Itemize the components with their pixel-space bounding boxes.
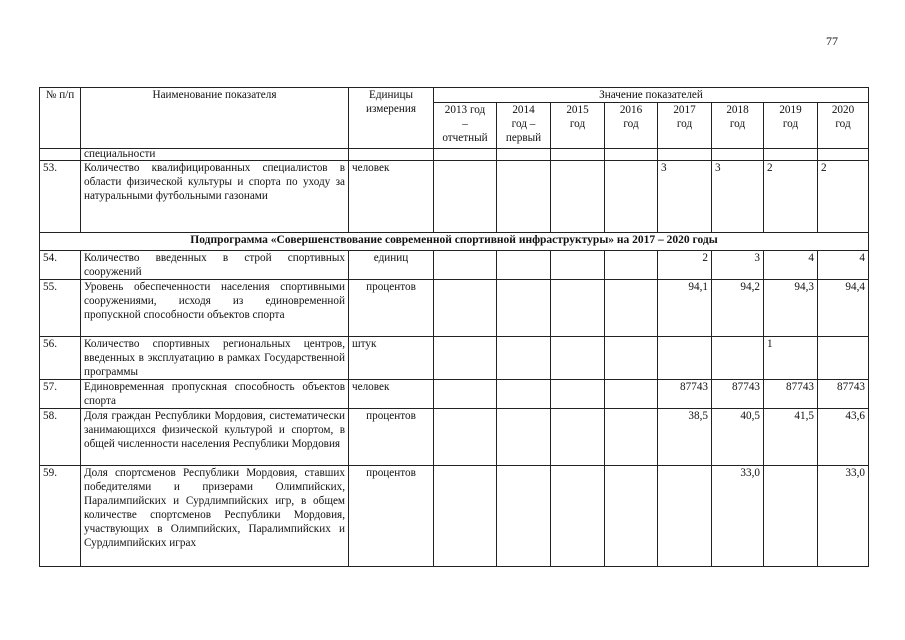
value-cell — [497, 409, 551, 466]
value-cell: 2 — [764, 161, 818, 233]
value-cell — [551, 380, 605, 409]
indicator-name: Единовременная пропускная способность объектов спорта — [81, 380, 349, 409]
value-cell — [605, 280, 658, 337]
row-number: 54. — [40, 251, 81, 280]
value-cell — [551, 280, 605, 337]
value-cell — [434, 280, 497, 337]
indicator-name: Доля граждан Республики Мордовия, систематически занимающихся физической культурой и спортом, в общей численности населения Республики Мордовия — [81, 409, 349, 466]
unit-of-measure: единиц — [349, 251, 434, 280]
value-cell — [712, 337, 764, 380]
table-row — [40, 251, 869, 280]
value-cell — [605, 337, 658, 380]
header-year-line1: 2016 — [619, 104, 643, 116]
header-year-2 — [551, 103, 605, 149]
continuation-row — [40, 149, 869, 161]
value-cell: 2 — [818, 161, 869, 233]
table-row — [40, 466, 869, 567]
header-year-line2: год — [782, 118, 799, 130]
header-year-0 — [434, 103, 497, 149]
value-cell: 87743 — [658, 380, 712, 409]
value-cell: 41,5 — [764, 409, 818, 466]
value-cell — [818, 337, 869, 380]
unit-of-measure: человек — [349, 161, 434, 233]
header-units: Единицы измерения — [349, 88, 434, 149]
row-number: 59. — [40, 466, 81, 567]
value-cell: 3 — [658, 161, 712, 233]
header-name: Наименование показателя — [81, 88, 349, 149]
subprogram-title: Подпрограмма «Совершенствование современной спортивной инфраструктуры» на 2017 – 2020 годы — [40, 233, 869, 251]
value-cell: 33,0 — [818, 466, 869, 567]
header-year-3 — [605, 103, 658, 149]
value-cell: 94,2 — [712, 280, 764, 337]
value-cell — [605, 380, 658, 409]
row-number: 55. — [40, 280, 81, 337]
indicators-table — [39, 87, 869, 567]
value-cell — [605, 251, 658, 280]
header-year-7 — [818, 103, 869, 149]
unit-of-measure: человек — [349, 380, 434, 409]
value-cell — [551, 409, 605, 466]
value-cell: 87743 — [818, 380, 869, 409]
row-number: 57. — [40, 380, 81, 409]
header-year-5 — [712, 103, 764, 149]
header-year-line3 — [767, 131, 814, 145]
header-year-line3 — [554, 131, 601, 145]
value-cell — [497, 337, 551, 380]
value-cell: 3 — [712, 161, 764, 233]
value-cell — [551, 337, 605, 380]
header-year-line3: отчетный — [442, 132, 488, 144]
value-cell: 33,0 — [712, 466, 764, 567]
header-year-line2: – — [462, 118, 468, 130]
indicator-name: Доля спортсменов Республики Мордовия, ставших победителями и призерами Олимпийских, Паралимпийских и Сурдлимпийских игр, в общем количестве спортсменов Республики Мордовия, участвующих в Олимпийских, Паралимпийских и Сурдлимпийских играх — [81, 466, 349, 567]
value-cell — [551, 251, 605, 280]
indicator-name: Уровень обеспеченности населения спортивными сооружениями, исходя из единовременной пропускной способности объектов спорта — [81, 280, 349, 337]
value-cell — [605, 161, 658, 233]
value-cell — [434, 251, 497, 280]
header-year-line1: 2015 — [566, 104, 589, 116]
header-year-line2: год – — [511, 118, 536, 130]
value-cell: 87743 — [712, 380, 764, 409]
indicator-name: Количество квалифицированных специалистов в области физической культуры и спорта по уходу за натуральными футбольными газонами — [81, 161, 349, 233]
header-year-line3 — [715, 131, 760, 145]
value-cell: 2 — [658, 251, 712, 280]
unit-of-measure: процентов — [349, 280, 434, 337]
value-cell — [658, 466, 712, 567]
row-number: 53. — [40, 161, 81, 233]
table-row — [40, 161, 869, 233]
header-year-line1: 2017 — [673, 104, 696, 116]
header-year-line2: год — [676, 118, 693, 130]
value-cell — [497, 466, 551, 567]
table-row — [40, 409, 869, 466]
table-row — [40, 337, 869, 380]
table-row — [40, 380, 869, 409]
value-cell — [497, 161, 551, 233]
value-cell — [434, 161, 497, 233]
value-cell — [605, 409, 658, 466]
value-cell: 3 — [712, 251, 764, 280]
page-number: 77 — [826, 34, 838, 48]
header-year-4 — [658, 103, 712, 149]
value-cell — [434, 380, 497, 409]
indicator-name: Количество введенных в строй спортивных сооружений — [81, 251, 349, 280]
header-year-line2: год — [835, 118, 851, 130]
unit-of-measure: процентов — [349, 409, 434, 466]
value-cell — [434, 466, 497, 567]
header-year-1 — [497, 103, 551, 149]
header-year-line1: 2018 — [726, 104, 749, 116]
value-cell: 94,3 — [764, 280, 818, 337]
header-year-line1: 2014 — [512, 104, 535, 116]
unit-of-measure: процентов — [349, 466, 434, 567]
header-num: № п/п — [40, 88, 81, 149]
continuation-num-cell — [40, 149, 81, 161]
header-values-group: Значение показателей — [434, 88, 869, 103]
header-year-line3: первый — [505, 132, 542, 144]
unit-of-measure: штук — [349, 337, 434, 380]
header-year-line1: 2013 год — [444, 104, 486, 116]
header-year-line3 — [821, 131, 865, 145]
value-cell — [497, 251, 551, 280]
header-year-line1: 2020 — [831, 104, 855, 116]
indicator-name: Количество спортивных региональных центров, введенных в эксплуатацию в рамках Государственной программы — [81, 337, 349, 380]
value-cell: 38,5 — [658, 409, 712, 466]
header-year-line2: год — [623, 118, 639, 130]
header-year-line3 — [608, 131, 654, 145]
value-cell — [434, 337, 497, 380]
value-cell — [497, 280, 551, 337]
value-cell: 1 — [764, 337, 818, 380]
header-year-line2: год — [569, 118, 586, 130]
value-cell: 87743 — [764, 380, 818, 409]
value-cell — [764, 466, 818, 567]
value-cell: 43,6 — [818, 409, 869, 466]
header-year-line2: год — [729, 118, 746, 130]
value-cell — [497, 380, 551, 409]
table-row — [40, 280, 869, 337]
value-cell: 4 — [818, 251, 869, 280]
value-cell — [551, 161, 605, 233]
value-cell — [434, 409, 497, 466]
header-year-6 — [764, 103, 818, 149]
row-number: 58. — [40, 409, 81, 466]
subprogram-row — [40, 233, 869, 251]
value-cell: 4 — [764, 251, 818, 280]
value-cell — [605, 466, 658, 567]
value-cell: 40,5 — [712, 409, 764, 466]
row-number: 56. — [40, 337, 81, 380]
header-year-line3 — [661, 131, 708, 145]
continuation-text: специальности — [81, 149, 349, 161]
value-cell — [658, 337, 712, 380]
header-year-line1: 2019 — [779, 104, 802, 116]
value-cell: 94,1 — [658, 280, 712, 337]
value-cell: 94,4 — [818, 280, 869, 337]
value-cell — [551, 466, 605, 567]
